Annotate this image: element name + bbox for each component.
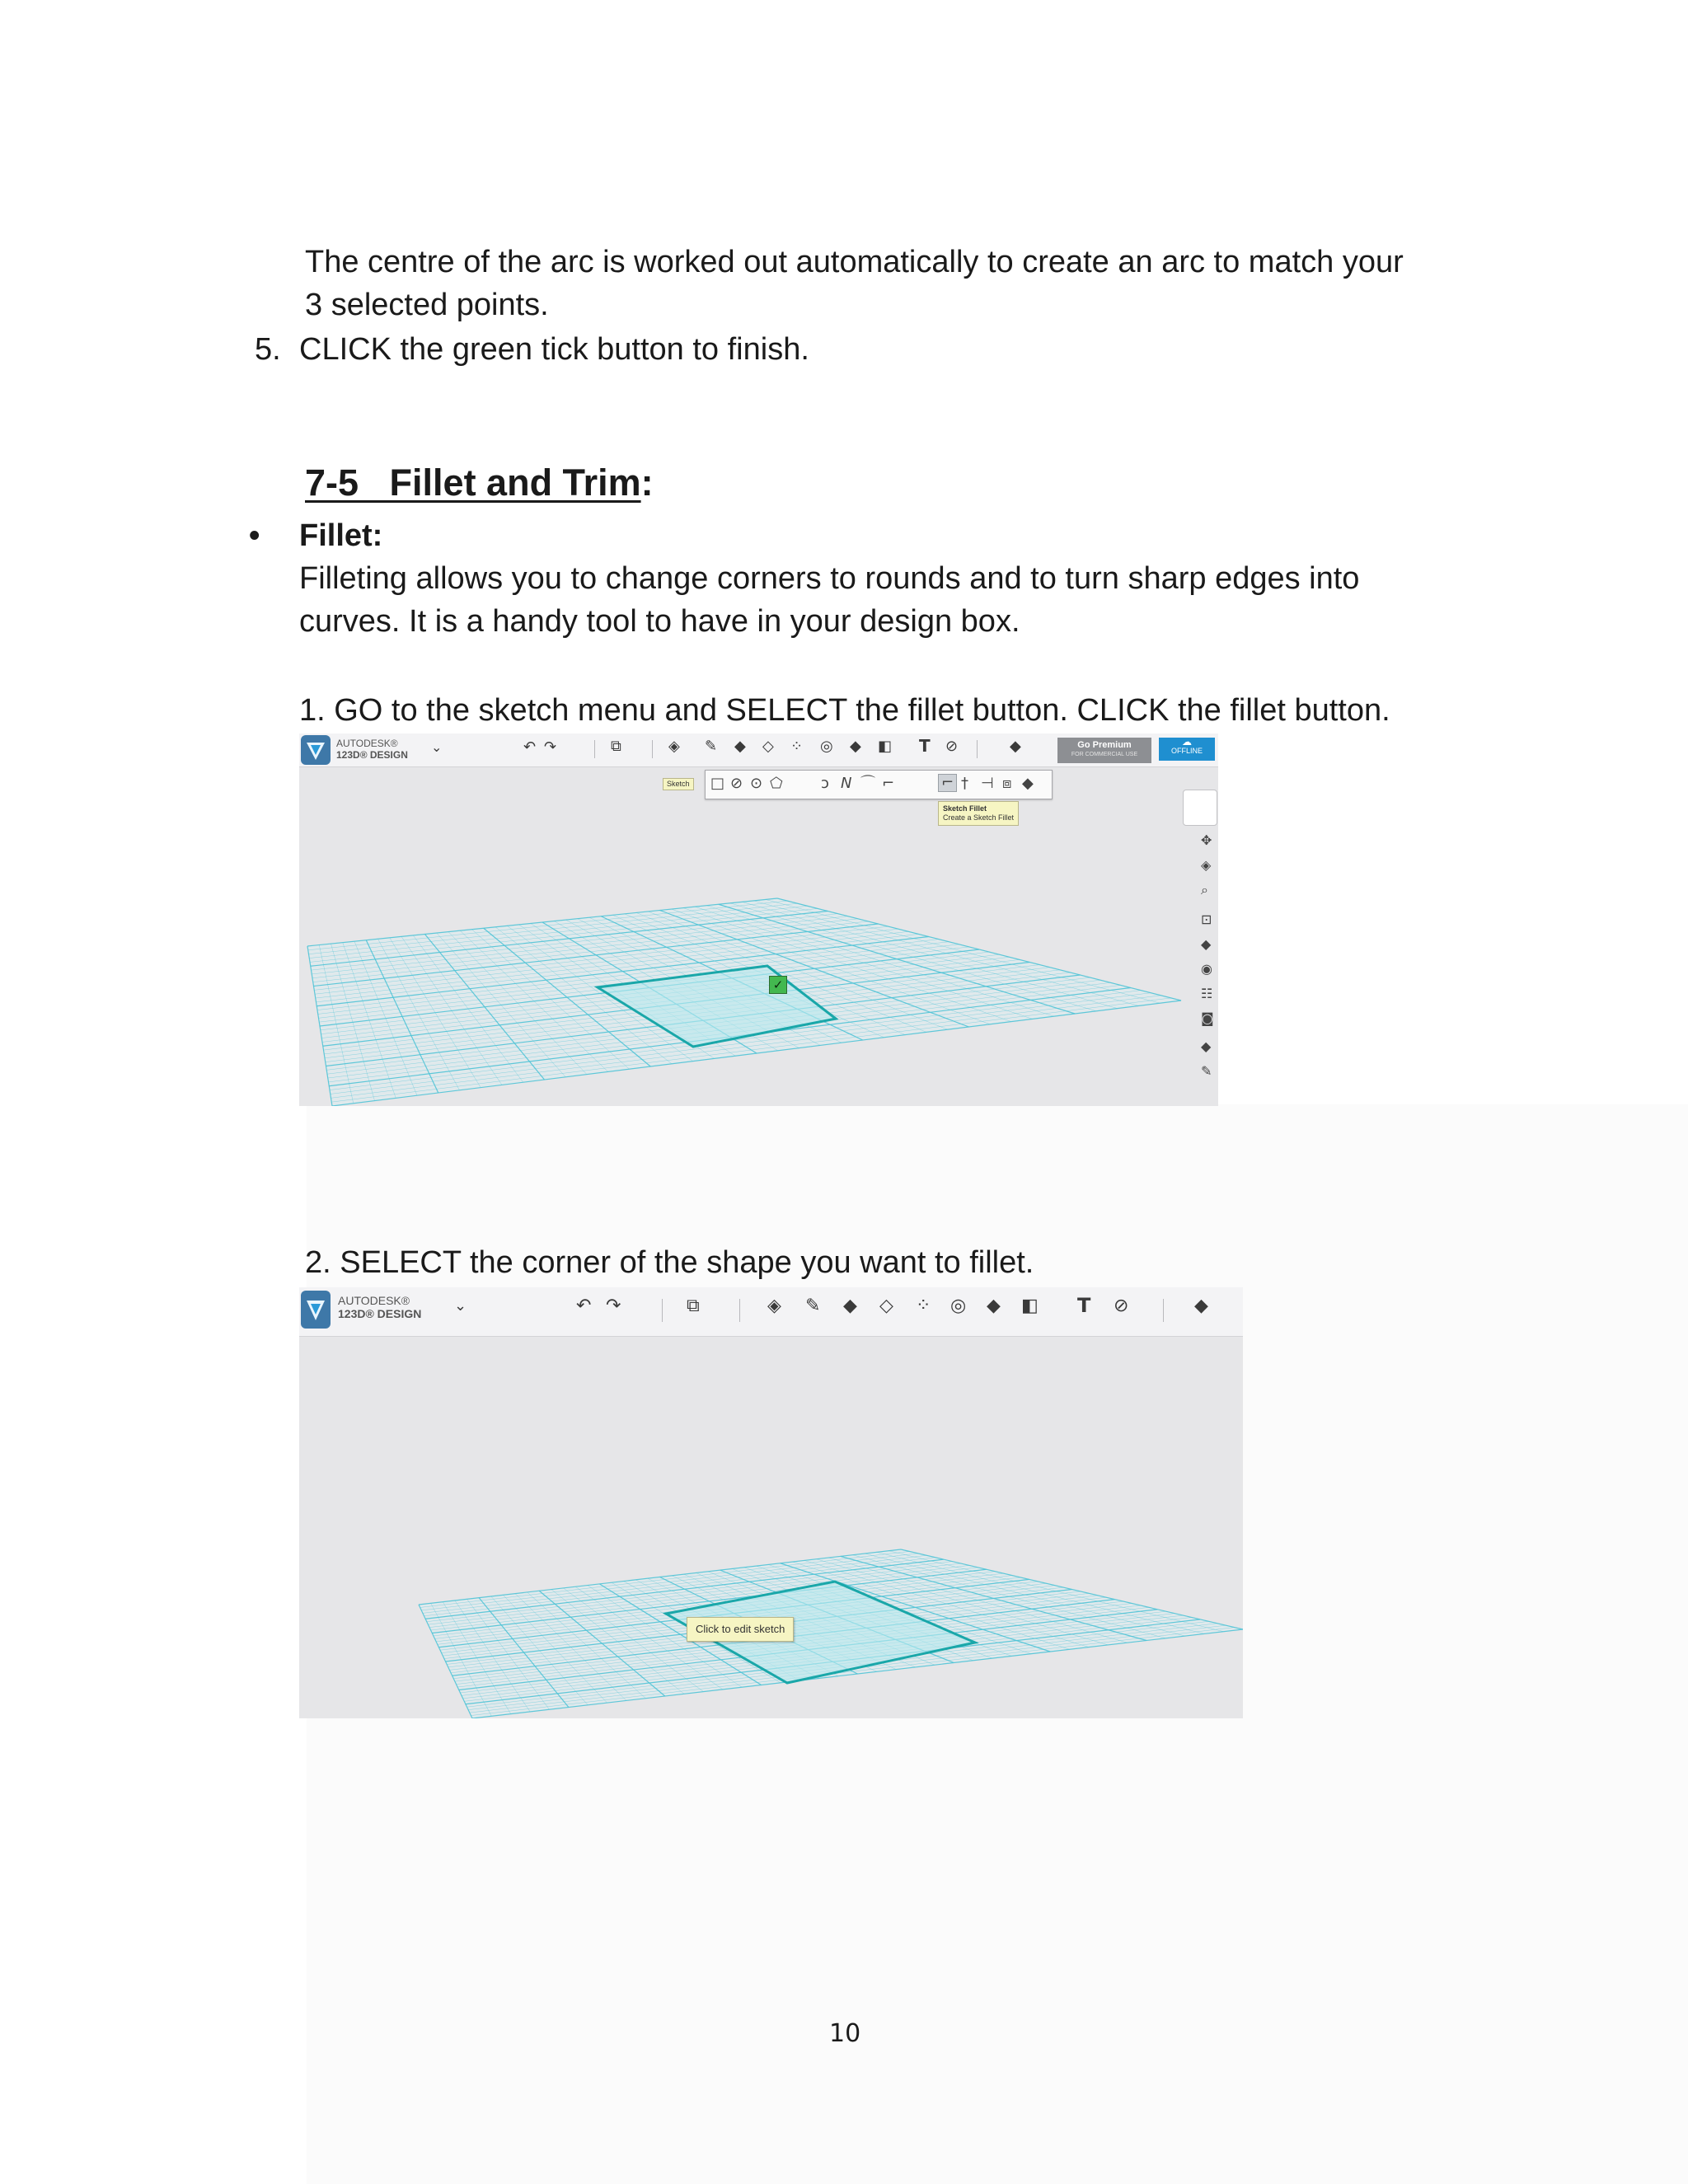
brand-top: AUTODESK® [338,1294,410,1307]
fillet-heading: Fillet: [299,518,383,553]
measure-icon[interactable]: ◆ [850,738,861,755]
combine-icon[interactable]: ◎ [950,1296,967,1316]
circle-tool-icon[interactable]: ⊘ [730,775,743,792]
material-icon[interactable]: ⊘ [1114,1296,1129,1316]
brand-bottom: 123D® DESIGN [336,749,408,761]
pattern-icon[interactable]: ◇ [762,738,774,755]
checkmark-icon[interactable]: ✓ [769,976,787,994]
redo-icon[interactable]: ↷ [606,1296,621,1316]
material-icon[interactable]: ⊘ [945,738,959,755]
brand-top: AUTODESK® [336,738,398,749]
text-icon[interactable]: T [1077,1294,1091,1317]
text-icon[interactable]: T [919,736,931,756]
grouping-icon[interactable]: ⁘ [916,1296,931,1316]
fillet-description-line-1: Filleting allows you to change corners to rounds and to turn sharp edges into [299,561,1360,596]
three-point-arc-tool-icon[interactable]: ⌐ [882,775,895,792]
screenshot-sketch-menu [299,733,1218,1106]
project-tool-icon[interactable]: ◆ [1022,775,1034,792]
arc-explanation-line-1: The centre of the arc is worked out automatically to create an arc to match your [305,245,1404,279]
sketch-icon[interactable]: ◈ [767,1296,781,1316]
construct-icon[interactable]: ✎ [805,1296,821,1316]
pan-icon[interactable]: ✥ [1201,832,1212,848]
page-number: 10 [829,2019,861,2048]
polyline-tool-icon[interactable]: ↄ [821,775,829,792]
snap-icon[interactable]: ◧ [1021,1296,1039,1316]
section-title: 7-5 Fillet and Trim [305,462,641,504]
fillet-step-2: 2. SELECT the corner of the shape you want to fillet. [305,1245,1034,1280]
section-title-colon: : [640,462,654,504]
spline-tool-icon[interactable]: N [841,775,852,792]
measure-icon[interactable]: ◆ [987,1296,1001,1316]
workplane-view [299,1287,1243,1718]
go-premium-label: Go Premium [1077,740,1132,750]
step-5-text: CLICK the green tick button to finish. [299,332,809,367]
go-premium-sub: FOR COMMERCIAL USE [1071,752,1138,757]
undo-icon[interactable]: ↶ [576,1296,592,1316]
polygon-tool-icon[interactable]: ⬠ [770,775,783,792]
camera-icon[interactable]: ◙ [1201,1010,1214,1026]
view-icon[interactable]: ◆ [1201,936,1212,952]
cloud-icon: ☁ [1182,736,1192,748]
undo-icon[interactable]: ↶ [523,738,537,756]
screenshot-select-corner [299,1287,1243,1718]
fillet-step-1: 1. GO to the sketch menu and SELECT the fillet button. CLICK the fillet button. [299,693,1390,728]
modify-icon[interactable]: ◆ [734,738,746,755]
library-icon[interactable]: ◆ [1194,1296,1208,1316]
offset-tool-icon[interactable]: ⧈ [1002,775,1012,792]
edit-sketch-tooltip: Click to edit sketch [687,1617,794,1642]
tooltip-description: Create a Sketch Fillet [943,813,1015,822]
material-view-icon[interactable]: ◆ [1201,1038,1212,1054]
snap-icon[interactable]: ◧ [878,738,893,755]
arc-explanation-line-2: 3 selected points. [305,288,549,322]
library-icon[interactable]: ◆ [1010,738,1021,755]
combine-icon[interactable]: ◎ [820,738,833,755]
section-heading [305,462,654,504]
sketch-icon[interactable]: ◈ [668,738,680,755]
ellipse-tool-icon[interactable]: ⊙ [750,775,763,792]
grouping-icon[interactable]: ⁘ [790,738,804,755]
primitives-icon[interactable]: ⧉ [611,738,621,755]
extend-tool-icon[interactable]: ⊣ [981,775,994,792]
modify-icon[interactable]: ◆ [843,1296,857,1316]
fit-icon[interactable]: ⊡ [1201,912,1212,927]
bullet: • [249,518,260,553]
orbit-icon[interactable]: ◈ [1201,857,1212,873]
trim-tool-icon[interactable]: † [961,775,968,792]
rectangle-tool-icon[interactable]: □ [710,775,725,792]
fillet-tool-icon[interactable]: ⌐ [938,774,957,792]
tooltip-title: Sketch Fillet [943,804,987,813]
sketch-label-tag: Sketch [663,778,694,790]
zoom-icon[interactable]: ⌕ [1201,882,1208,898]
menu-chevron-down-icon[interactable]: ⌄ [454,1297,467,1315]
pattern-icon[interactable]: ◇ [879,1296,893,1316]
step-5-number: 5. [255,332,281,367]
offline-label: OFFLINE [1170,747,1203,755]
arc-tool-icon[interactable]: ⌒ [860,775,875,792]
construct-icon[interactable]: ✎ [705,738,718,755]
visibility-icon[interactable]: ◉ [1201,961,1212,977]
grid-icon[interactable]: ☷ [1201,986,1213,1001]
brand-bottom: 123D® DESIGN [338,1307,422,1320]
redo-icon[interactable]: ↷ [544,738,557,756]
settings-icon[interactable]: ✎ [1201,1063,1212,1079]
primitives-icon[interactable]: ⧉ [687,1296,700,1316]
workplane-view [299,733,1218,1106]
menu-chevron-down-icon[interactable]: ⌄ [431,739,443,755]
fillet-description-line-2: curves. It is a handy tool to have in your design box. [299,604,1020,639]
